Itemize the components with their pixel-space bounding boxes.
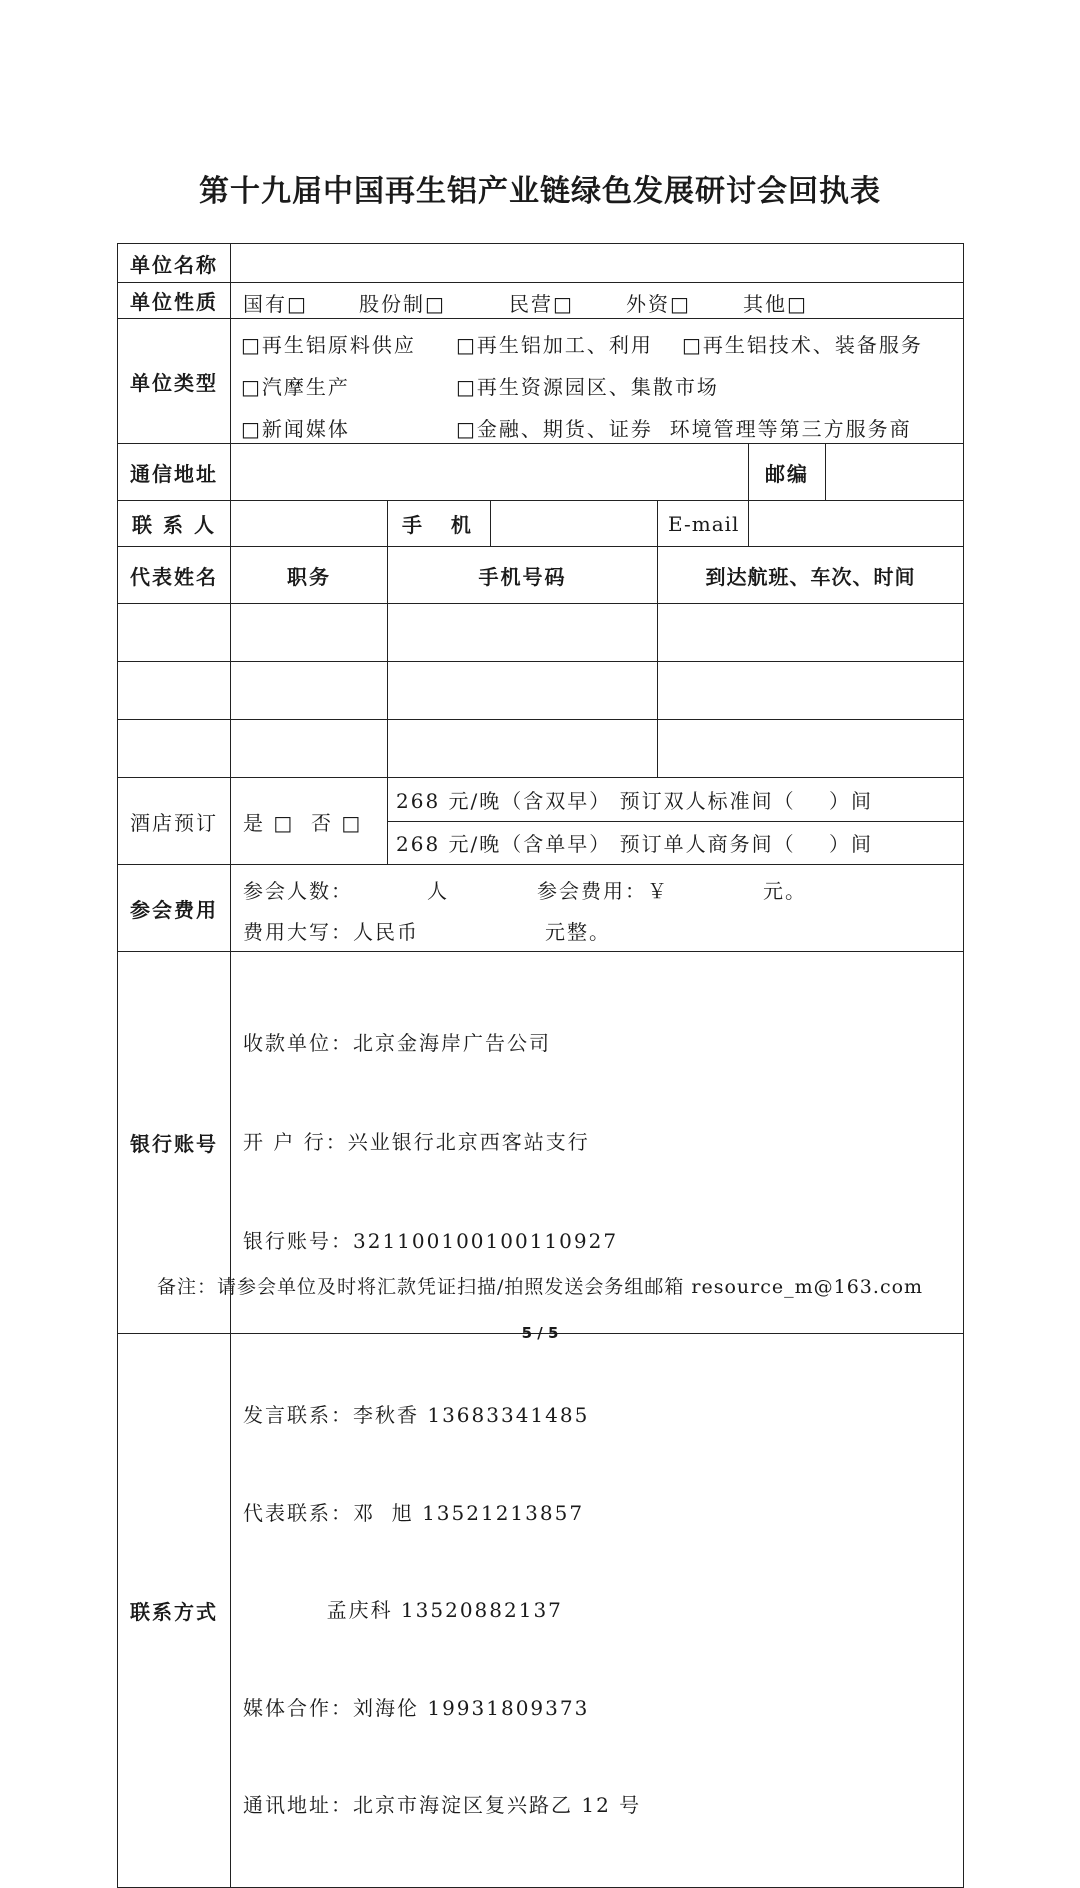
hotel-yes-no[interactable]: 是 □ 否 □ <box>231 778 388 865</box>
form-title: 第十九届中国再生铝产业链绿色发展研讨会回执表 <box>199 174 881 209</box>
row-address <box>118 444 964 501</box>
hotel-option-single[interactable]: 268 元/晚（含单早） 预订单人商务间（ ）间 <box>396 832 874 856</box>
nature-option-foreign[interactable]: 外资□ <box>626 292 691 316</box>
row-hotel <box>118 778 964 865</box>
fee-words-label: 费用大写：人民币 <box>243 920 419 944</box>
rep-row <box>118 662 964 720</box>
rep-arrival-cell[interactable] <box>658 604 964 662</box>
hotel-option-double[interactable]: 268 元/晚（含双早） 预订双人标准间（ ）间 <box>388 779 963 822</box>
unit-type-options <box>231 319 964 444</box>
type-option-technology[interactable]: □再生铝技术、装备服务 <box>682 333 923 357</box>
unit-type-label: 单位类型 <box>118 319 231 444</box>
mobile-field[interactable] <box>491 501 658 547</box>
address-field[interactable] <box>231 444 749 501</box>
row-unit-type <box>118 319 964 444</box>
type-option-media[interactable]: □新闻媒体 <box>241 417 350 441</box>
type-option-auto[interactable]: □汽摩生产 <box>241 375 350 399</box>
contacts-label: 联系方式 <box>118 1334 231 1888</box>
contact-media: 媒体合作：刘海伦 19931809373 <box>243 1695 590 1720</box>
registration-form-table <box>117 243 964 1888</box>
rep-phone-header: 手机号码 <box>388 547 658 604</box>
unit-nature-options <box>231 283 964 319</box>
email-field[interactable] <box>749 501 964 547</box>
row-fee <box>118 865 964 952</box>
nature-option-other[interactable]: 其他□ <box>743 292 808 316</box>
unit-name-field[interactable] <box>231 244 964 283</box>
row-unit-name <box>118 244 964 283</box>
postcode-field[interactable] <box>826 444 964 501</box>
contact-address: 通讯地址：北京市海淀区复兴路乙 12 号 <box>243 1793 642 1817</box>
rep-arrival-header: 到达航班、车次、时间 <box>658 547 964 604</box>
contact-speaker: 发言联系：李秋香 13683341485 <box>243 1403 590 1427</box>
rep-phone-cell[interactable] <box>388 604 658 662</box>
fee-amount-unit: 元。 <box>763 879 807 903</box>
nature-option-private[interactable]: 民营□ <box>509 292 574 316</box>
rep-position-header: 职务 <box>231 547 388 604</box>
hotel-label: 酒店预订 <box>118 778 231 865</box>
contacts-details <box>231 1334 964 1888</box>
rep-arrival-cell[interactable] <box>658 662 964 720</box>
fee-words-unit: 元整。 <box>545 920 611 944</box>
contact-delegate-2: 孟庆科 13520882137 <box>243 1598 563 1622</box>
type-option-raw-material[interactable]: □再生铝原料供应 <box>241 333 416 357</box>
rep-arrival-cell[interactable] <box>658 720 964 778</box>
row-reps-header <box>118 547 964 604</box>
row-contact <box>118 501 964 547</box>
rep-row <box>118 720 964 778</box>
nature-option-state[interactable]: 国有□ <box>243 292 308 316</box>
mobile-label: 手 机 <box>388 501 491 547</box>
hotel-options <box>388 778 964 865</box>
rep-row <box>118 604 964 662</box>
unit-name-label: 单位名称 <box>118 244 231 283</box>
contact-field[interactable] <box>231 501 388 547</box>
fee-label: 参会费用 <box>118 865 231 952</box>
type-option-processing[interactable]: □再生铝加工、利用 <box>456 333 653 357</box>
row-unit-nature <box>118 283 964 319</box>
contact-delegate-1: 代表联系：邓 旭 13521213857 <box>243 1500 585 1525</box>
unit-nature-label: 单位性质 <box>118 283 231 319</box>
fee-count-label: 参会人数： <box>243 879 353 903</box>
rep-phone-cell[interactable] <box>388 662 658 720</box>
rep-position-cell[interactable] <box>231 662 388 720</box>
fee-details <box>231 865 964 952</box>
rep-name-cell[interactable] <box>118 720 231 778</box>
nature-option-shareholding[interactable]: 股份制□ <box>359 292 446 316</box>
contact-label: 联 系 人 <box>118 501 231 547</box>
rep-position-cell[interactable] <box>231 720 388 778</box>
row-contacts <box>118 1334 964 1888</box>
rep-phone-cell[interactable] <box>388 720 658 778</box>
rep-name-header: 代表姓名 <box>118 547 231 604</box>
bank-account: 银行账号：321100100100110927 <box>243 1229 619 1253</box>
fee-amount-label: 参会费用：￥ <box>537 879 669 903</box>
bank-payee: 收款单位：北京金海岸广告公司 <box>243 1031 551 1055</box>
bank-label: 银行账号 <box>118 952 231 1334</box>
type-option-park[interactable]: □再生资源园区、集散市场 <box>456 375 719 399</box>
email-label: E-mail <box>658 501 749 547</box>
bank-branch: 开 户 行：兴业银行北京西客站支行 <box>243 1130 590 1154</box>
rep-name-cell[interactable] <box>118 662 231 720</box>
address-label: 通信地址 <box>118 444 231 501</box>
rep-name-cell[interactable] <box>118 604 231 662</box>
type-option-finance[interactable]: □金融、期货、证券 环境管理等第三方服务商 <box>456 417 912 441</box>
footnote: 备注：请参会单位及时将汇款凭证扫描/拍照发送会务组邮箱 resource_m@163.com <box>156 1276 924 1298</box>
rep-position-cell[interactable] <box>231 604 388 662</box>
postcode-label: 邮编 <box>749 444 826 501</box>
page-number: 5 / 5 <box>521 1324 559 1342</box>
fee-count-unit: 人 <box>427 879 449 903</box>
